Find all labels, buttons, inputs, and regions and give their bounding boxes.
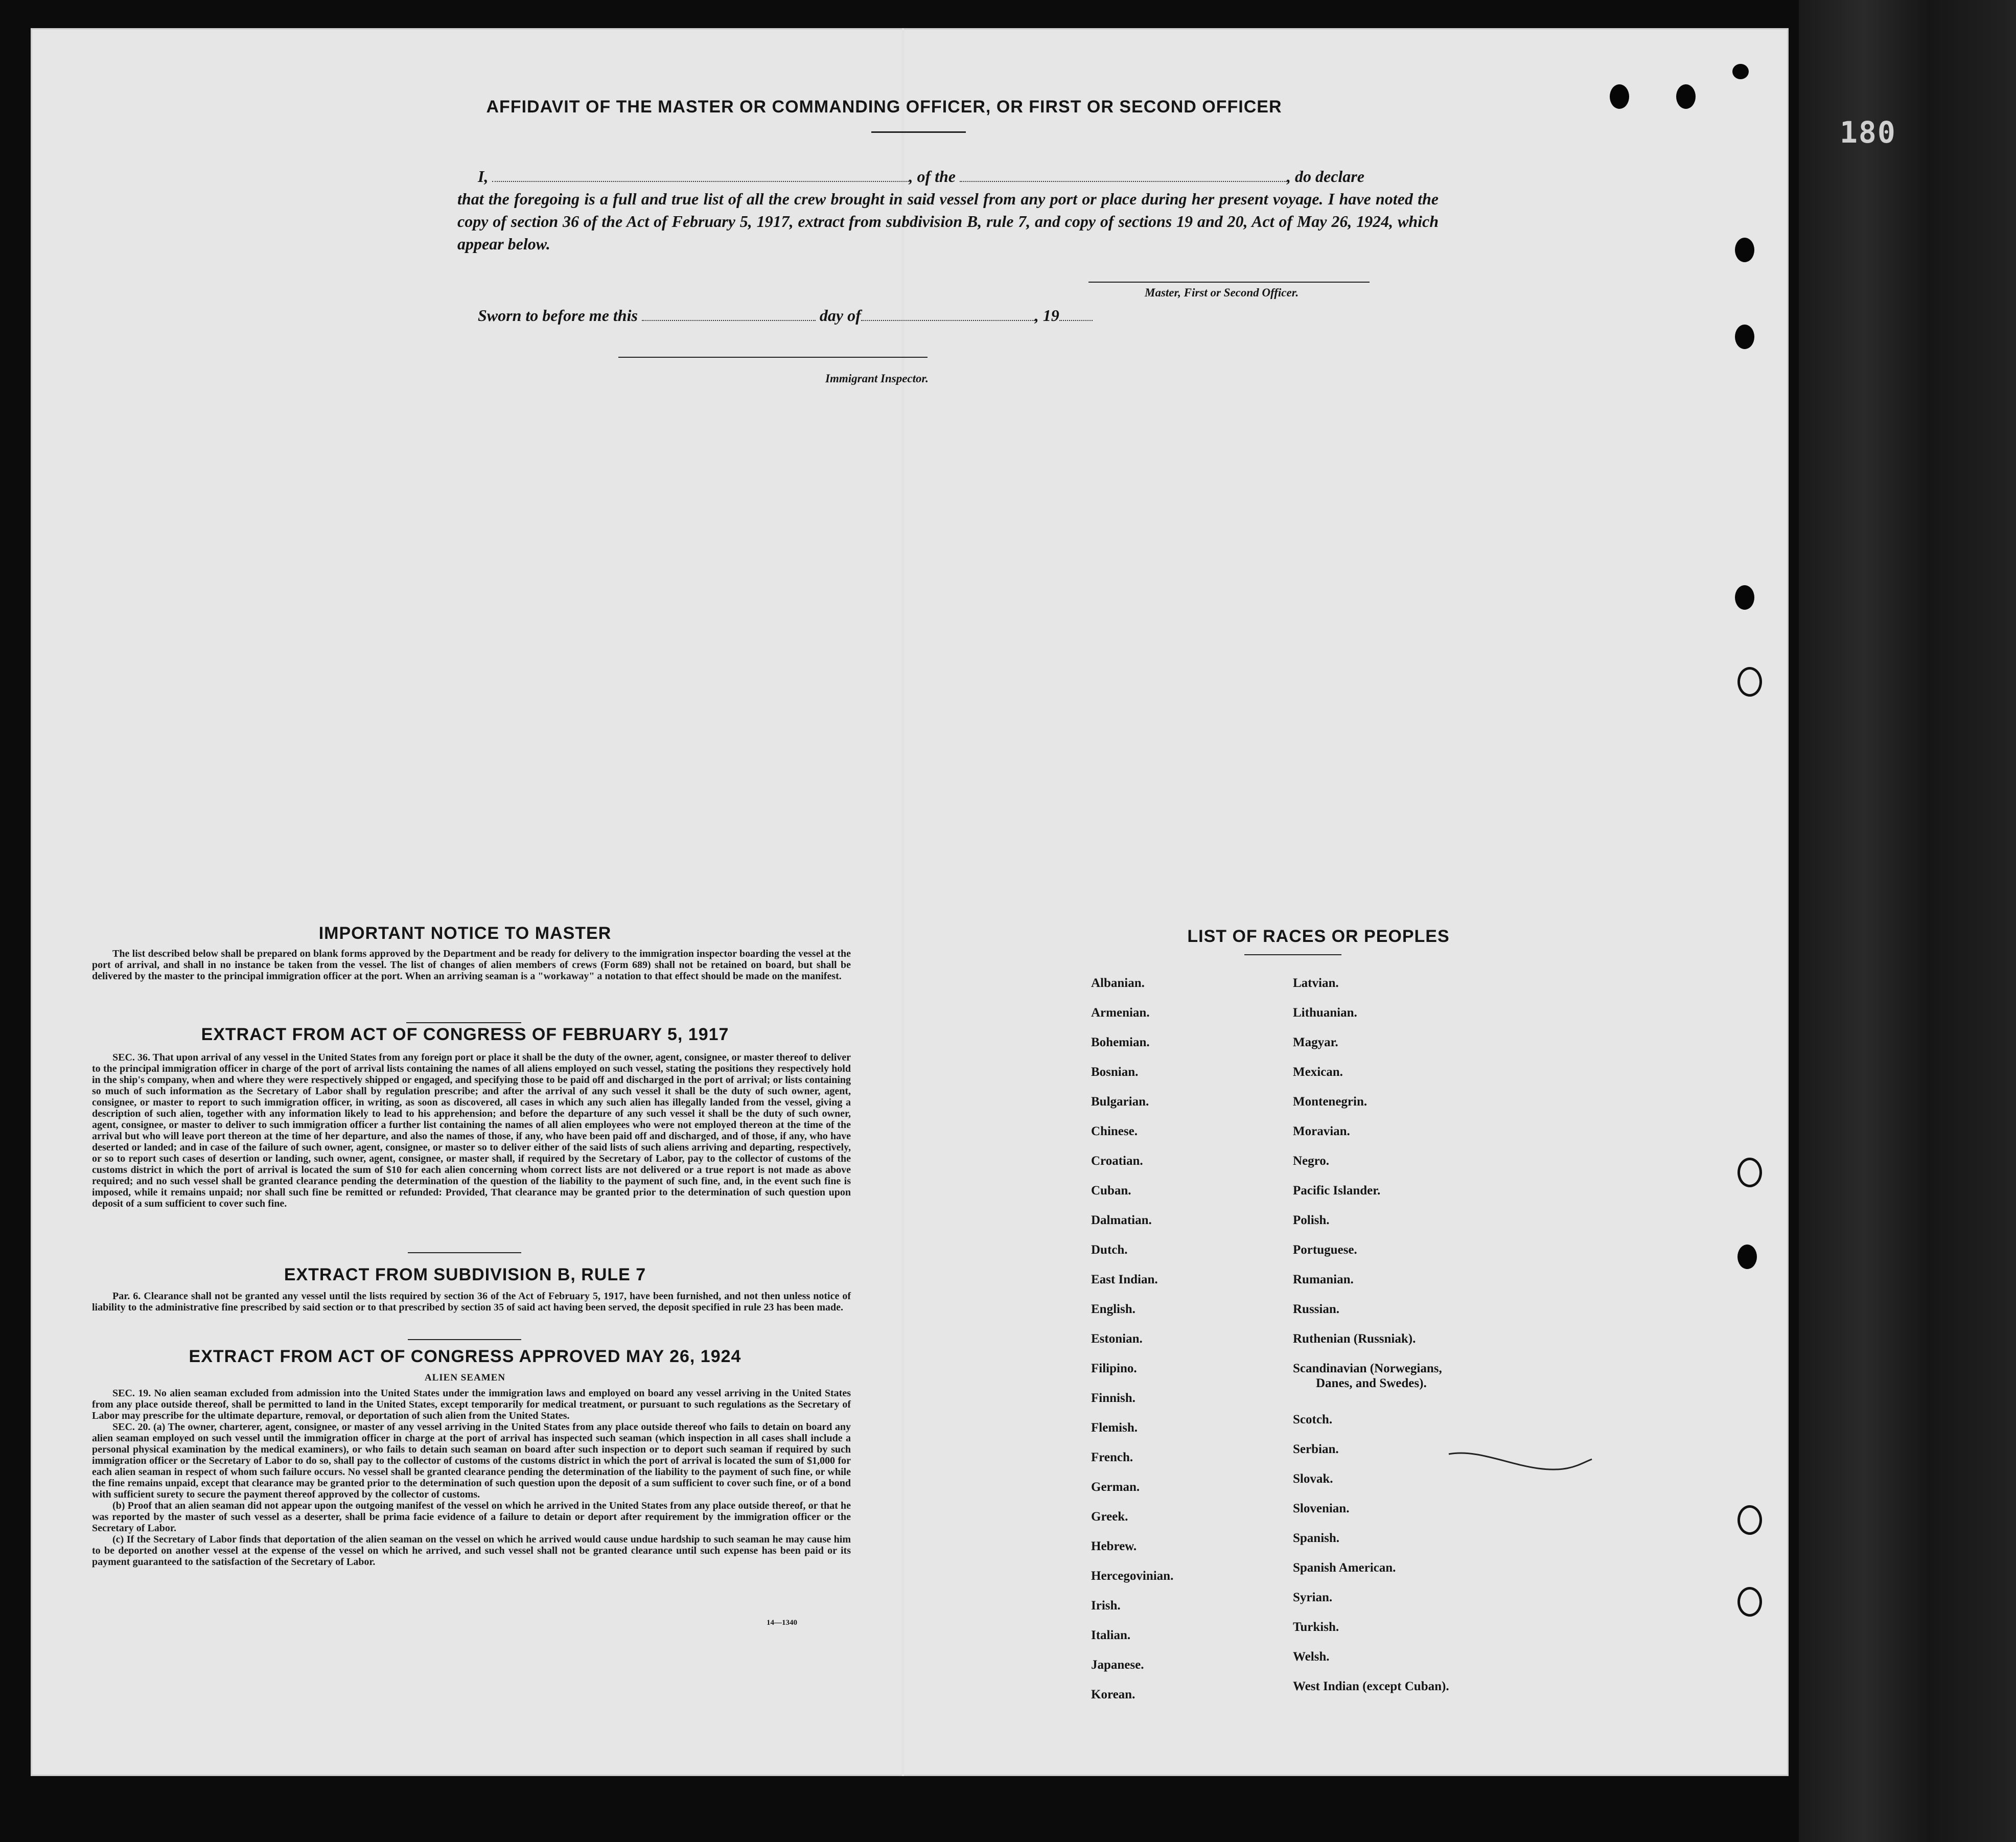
punch-hole — [1737, 1505, 1762, 1535]
race-item: Russian. — [1293, 1302, 1340, 1316]
race-item: Spanish. — [1293, 1531, 1340, 1545]
race-item: Ruthenian (Russniak). — [1293, 1332, 1416, 1346]
race-item: Portuguese. — [1293, 1243, 1357, 1257]
notice-text: The list described below shall be prepared on blank forms approved by the Department and be ready for delivery to the immigration inspector boarding the vessel at the port of arrival, and shall in no instance be taken from the vessel. The list of changes of alien members of crews (Form 689) shall not be retained on board, but shall be delivered by the master to the principal immigration officer at the port. When an arriving seaman is a "workaway" a notation to that effect should be made on the manifest. — [92, 948, 851, 982]
divider — [408, 1339, 521, 1340]
punch-hole — [1735, 585, 1754, 610]
divider — [406, 1022, 521, 1023]
punch-hole — [1737, 1245, 1757, 1269]
affidavit-title: AFFIDAVIT OF THE MASTER OR COMMANDING OFFICER, OR FIRST OR SECOND OFFICER — [486, 97, 1282, 117]
divider — [1244, 954, 1341, 955]
extract-rule7-title: EXTRACT FROM SUBDIVISION B, RULE 7 — [284, 1265, 646, 1284]
form-number: 14—1340 — [767, 1619, 797, 1627]
punch-hole — [1737, 1158, 1762, 1187]
punch-hole — [1735, 238, 1754, 262]
races-title: LIST OF RACES OR PEOPLES — [1187, 927, 1450, 946]
race-item: Montenegrin. — [1293, 1095, 1368, 1109]
name-blank[interactable] — [492, 166, 909, 182]
affidavit-declaration-line — [478, 165, 1439, 188]
page-fold — [902, 28, 904, 1776]
race-item: Turkish. — [1293, 1620, 1339, 1634]
punch-hole — [1737, 667, 1762, 697]
race-item: Scotch. — [1293, 1413, 1333, 1426]
page-number: 180 — [1840, 115, 1896, 150]
affidavit-i-label: I, — [478, 167, 489, 186]
race-item: Spanish American. — [1293, 1561, 1396, 1575]
race-item: Croatian. — [1091, 1154, 1143, 1168]
race-item: Albanian. — [1091, 976, 1145, 990]
sworn-line — [478, 304, 1193, 327]
race-item-line: Danes, and Swedes). — [1316, 1376, 1427, 1390]
signature-line — [1088, 282, 1370, 283]
sworn-day-blank[interactable] — [642, 305, 816, 321]
extract-1917-title: EXTRACT FROM ACT OF CONGRESS OF FEBRUARY 5, 1917 — [201, 1025, 729, 1044]
pencil-mark — [1446, 1444, 1594, 1475]
vessel-blank[interactable] — [960, 166, 1287, 182]
race-item: Pacific Islander. — [1293, 1184, 1381, 1198]
race-item: English. — [1091, 1302, 1136, 1316]
race-item: Irish. — [1091, 1599, 1121, 1613]
race-item: Estonian. — [1091, 1332, 1143, 1346]
sec-20c: (c) If the Secretary of Labor finds that deportation of the alien seaman on the vessel on which he arrived would cause undue hardship to such seaman he may cause him to be deported on another vessel at the expense of the vessel on which he arrived, and such vessel shall not be granted clearance until such expense has been paid or its payment guaranteed to the satisfaction of the Secretary of Labor. — [92, 1534, 851, 1568]
inspector-label: Immigrant Inspector. — [825, 372, 929, 385]
extract-rule7-text: Par. 6. Clearance shall not be granted any vessel until the lists required by section 36 of the Act of February 5, 1917, have been furnished, and not then unless notice of liability to the administrative fine prescribed by said section or to that prescribed by section 35 of said act having been served, the deposit specified in rule 23 has been made. — [92, 1291, 851, 1313]
race-item: Bohemian. — [1091, 1035, 1150, 1049]
race-item: Lithuanian. — [1293, 1006, 1357, 1020]
race-item: Dalmatian. — [1091, 1213, 1152, 1227]
race-item: Finnish. — [1091, 1391, 1136, 1405]
document-sheet — [31, 28, 1789, 1776]
scanner-background — [1799, 0, 2016, 1842]
race-item: Moravian. — [1293, 1124, 1350, 1138]
race-item: Polish. — [1293, 1213, 1330, 1227]
race-item: Flemish. — [1091, 1421, 1138, 1435]
race-item: French. — [1091, 1450, 1133, 1464]
race-item: Italian. — [1091, 1628, 1131, 1642]
sworn-prefix: Sworn to before me this — [478, 306, 638, 325]
affidavit-declare-label: , do declare — [1287, 167, 1364, 186]
race-item: West Indian (except Cuban). — [1293, 1679, 1449, 1693]
race-item: Hercegovinian. — [1091, 1569, 1174, 1583]
race-item: Bosnian. — [1091, 1065, 1139, 1079]
title-underline — [871, 131, 966, 133]
punch-hole — [1735, 325, 1754, 349]
sec-20a: SEC. 20. (a) The owner, charterer, agent, consignee, or master of any vessel arriving in the United States from any place outside thereof who fails to detain on board any alien seaman employed on such vessel until the immigration officer in charge at the port of arrival has inspected such seaman (which inspection in all cases shall include a personal physical examination by the medical examiners), or who fails to detain such seaman on board after such inspection or to deport such seaman if required by such immigration officer or the Secretary of Labor to do so, shall pay to the collector of customs of the customs district in which the port of arrival is located the sum of $1,000 for each alien seaman in respect of whom such failure occurs. No vessel shall be granted clearance pending the determination of the liability to the payment of such fine, or while the fine remains unpaid, except that clearance may be granted prior to the determination of such question upon the deposit of a sum sufficient to cover such fine, or of a bond with sufficient surety to secure the payment thereof approved by the collector of customs. — [92, 1421, 851, 1500]
race-item: Greek. — [1091, 1510, 1128, 1524]
signature-label: Master, First or Second Officer. — [1145, 286, 1299, 299]
extract-1917-text: SEC. 36. That upon arrival of any vessel in the United States from any foreign port or place it shall be the duty of the owner, agent, consignee, or master thereof to deliver to the principal immigration officer in charge of the port of arrival lists containing the names of all aliens employed on such vessel, stating the positions they respectively hold in the ship's company, when and where they were respectively shipped or engaged, and specifying those to be paid off and discharged in the port of arrival; or lists containing so much of such information as the Secretary of Labor shall by regulation prescribe; and after the arrival of any such vessel it shall be the duty of such owner, agent, consignee, or master to report to such immigration officer, in writing, as soon as discovered, all cases in which any such alien has illegally landed from the vessel, giving a description of such alien, together with any information likely to lead to his apprehension; and before the departure of any such vessel it shall be the duty of such owner, agent, consignee, or master to deliver to such immigration officer a further list containing the names of all alien employees who were not employed thereon at the time of the arrival but who will leave port thereon at the time of her departure, and also the names of those, if any, who have been paid off and discharged, and of those, if any, who have deserted or landed; and in case of the failure of such owner, agent, consignee, or master so to deliver either of the said lists of such aliens arriving and departing, respectively, or so to report such cases of desertion or landing, such owner, agent, consignee, or master shall, if required by the Secretary of Labor, pay to the collector of customs of the customs district in which the port of arrival is located the sum of $10 for each alien concerning whom correct lists are not delivered or a true report is not made as above required; and no such vessel shall be granted clearance pending the determination of the question of the liability to the payment of such fine, and, in the event such fine is imposed, while it remains unpaid; nor shall such fine be remitted or refunded: Provided, That clearance may be granted prior to the determination of such question upon deposit of a sum sufficient to cover such fine. — [92, 1052, 851, 1209]
race-item: Mexican. — [1293, 1065, 1343, 1079]
race-item: Serbian. — [1293, 1442, 1339, 1456]
affidavit-text: that the foregoing is a full and true list of all the crew brought in said vessel from any port or place during her present voyage. I have noted the copy of section 36 of the Act of February 5, 1917, extract from subdivision B, rule 7, and copy of sections 19 and 20, Act of May 26, 1924, which appear below. — [457, 190, 1439, 253]
divider — [408, 1252, 521, 1253]
race-item: Welsh. — [1293, 1650, 1330, 1664]
race-item: Korean. — [1091, 1688, 1136, 1701]
races-column-2 — [1293, 969, 1579, 1701]
races-column-1 — [1091, 969, 1295, 1710]
race-item: Japanese. — [1091, 1658, 1144, 1672]
punch-hole — [1676, 84, 1696, 109]
race-item: Syrian. — [1293, 1591, 1333, 1604]
race-item: Hebrew. — [1091, 1539, 1137, 1553]
race-item: Dutch. — [1091, 1243, 1128, 1257]
race-item: Cuban. — [1091, 1184, 1131, 1198]
notice-title: IMPORTANT NOTICE TO MASTER — [318, 924, 612, 943]
race-item: Bulgarian. — [1091, 1095, 1149, 1109]
race-item: East Indian. — [1091, 1273, 1158, 1286]
race-item — [1293, 1354, 1579, 1405]
sec-19: SEC. 19. No alien seaman excluded from admission into the United States under the immigration laws and employed on board any vessel arriving in the United States from any place outside thereof, shall be permitted to land in the United States, except temporarily for medical treatment, or pursuant to such regulations as the Secretary of Labor may prescribe for the ultimate departure, removal, or deportation of such alien from the United States. — [92, 1388, 851, 1421]
race-item: Slovak. — [1293, 1472, 1333, 1486]
alien-seamen-subtitle: ALIEN SEAMEN — [424, 1372, 506, 1383]
sec-20b: (b) Proof that an alien seaman did not appear upon the outgoing manifest of the vessel on which he arrived in the United States from any place outside thereof, or that he was reported by the master of such vessel as a deserter, shall be prima facie evidence of a failure to detain or deport after requirement by the immigration officer or the Secretary of Labor. — [92, 1500, 851, 1534]
punch-hole — [1737, 1587, 1762, 1617]
race-item: Armenian. — [1091, 1006, 1150, 1020]
race-item: Rumanian. — [1293, 1273, 1354, 1286]
extract-1924-title: EXTRACT FROM ACT OF CONGRESS APPROVED MAY 26, 1924 — [189, 1347, 741, 1366]
affidavit-of-label: , of the — [909, 167, 956, 186]
sworn-month-blank[interactable] — [861, 305, 1035, 321]
race-item: Filipino. — [1091, 1362, 1137, 1375]
race-item: Chinese. — [1091, 1124, 1138, 1138]
race-item: Magyar. — [1293, 1035, 1338, 1049]
sworn-year-blank[interactable] — [1059, 305, 1093, 321]
inspector-signature-line — [618, 357, 928, 358]
extract-1924-text — [92, 1388, 851, 1568]
punch-hole — [1610, 84, 1629, 109]
race-item-line: Scandinavian (Norwegians, — [1293, 1362, 1442, 1375]
race-item: Slovenian. — [1293, 1502, 1350, 1515]
punch-hole — [1732, 64, 1749, 79]
race-item: Latvian. — [1293, 976, 1339, 990]
sworn-day-label: day of — [819, 306, 861, 325]
race-item: Negro. — [1293, 1154, 1330, 1168]
race-item: German. — [1091, 1480, 1140, 1494]
sworn-year-label: , 19 — [1034, 306, 1059, 325]
